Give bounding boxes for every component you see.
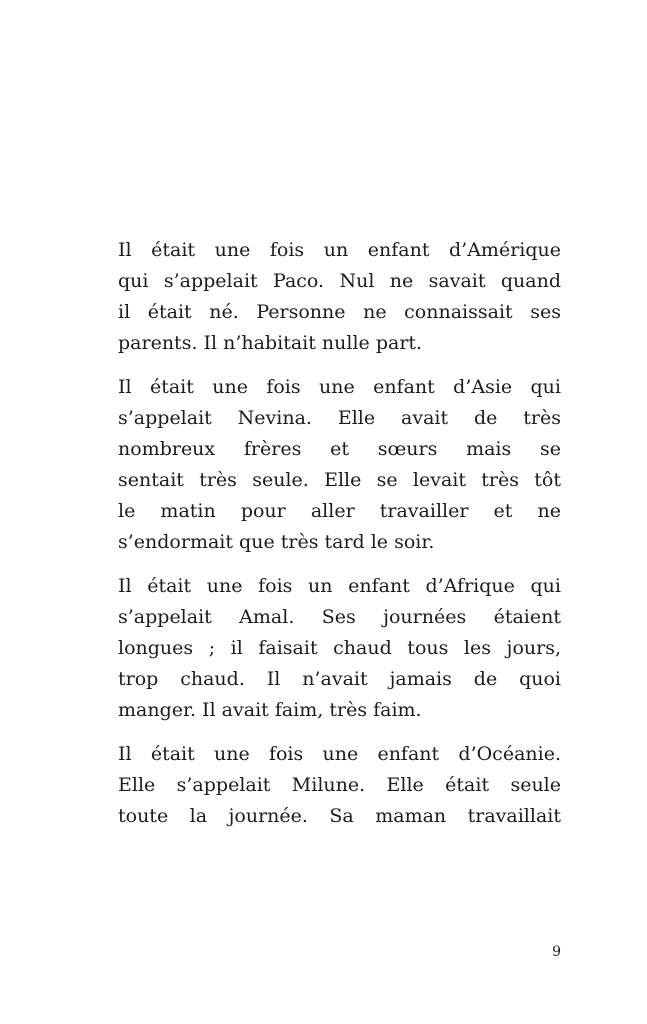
paragraph bbox=[118, 372, 561, 558]
paragraph bbox=[118, 571, 561, 726]
text-line: nombreux frères et sœurs mais se bbox=[118, 438, 561, 460]
text-line: longues ; il faisait chaud tous les jours, bbox=[118, 637, 561, 659]
text-line: qui s’appelait Paco. Nul ne savait quand bbox=[118, 270, 561, 292]
text-line: Il était une fois un enfant d’Afrique qui bbox=[118, 575, 561, 597]
text-line: Elle s’appelait Milune. Elle était seule bbox=[118, 774, 561, 796]
text-line: s’appelait Amal. Ses journées étaient bbox=[118, 606, 561, 628]
text-line: Il était une fois une enfant d’Océanie. bbox=[118, 743, 561, 765]
text-line: le matin pour aller travailler et ne bbox=[118, 500, 561, 522]
text-line: sentait très seule. Elle se levait très tôt bbox=[118, 469, 561, 491]
text-line: Il était une fois une enfant d’Asie qui bbox=[118, 376, 561, 398]
text-line: trop chaud. Il n’avait jamais de quoi bbox=[118, 668, 561, 690]
text-line: il était né. Personne ne connaissait ses bbox=[118, 301, 561, 323]
page-number: 9 bbox=[552, 944, 561, 960]
text-line: Il était une fois un enfant d’Amérique bbox=[118, 239, 561, 261]
text-line: parents. Il n’habitait nulle part. bbox=[118, 332, 423, 354]
text-line: manger. Il avait faim, très faim. bbox=[118, 699, 422, 721]
body-text bbox=[118, 235, 561, 845]
text-line: s’appelait Nevina. Elle avait de très bbox=[118, 407, 561, 429]
text-line: s’endormait que très tard le soir. bbox=[118, 531, 435, 553]
text-line: toute la journée. Sa maman travaillait bbox=[118, 805, 561, 827]
paragraph bbox=[118, 235, 561, 359]
paragraph bbox=[118, 739, 561, 832]
